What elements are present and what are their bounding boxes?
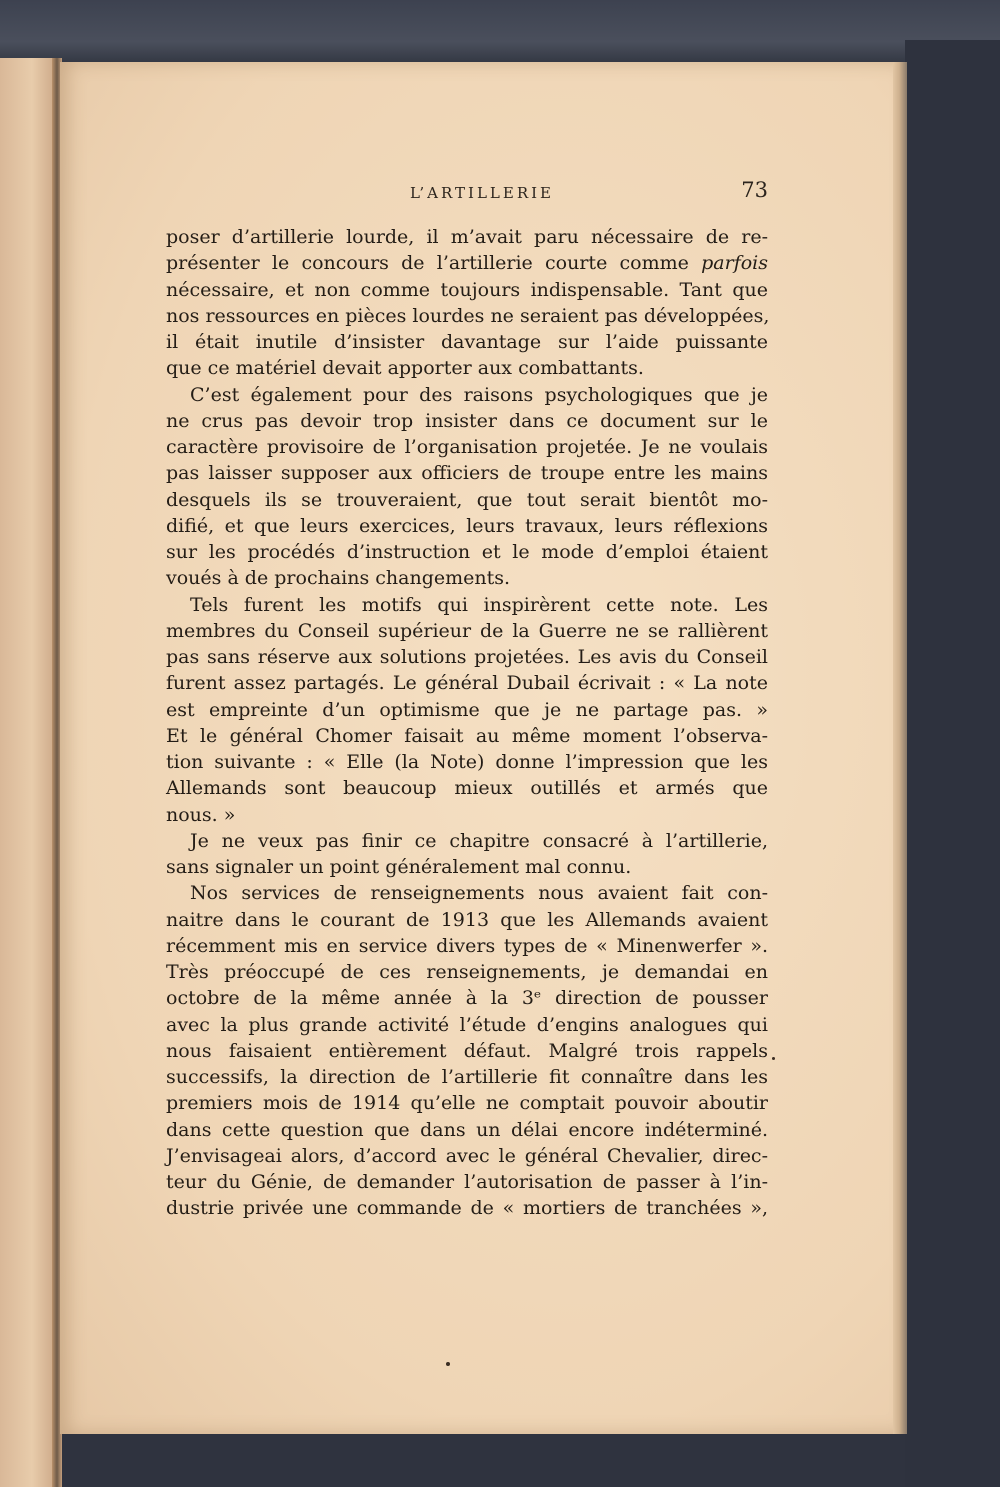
- text-line-before-italic: présenter le concours de l’artillerie courte comme: [166, 252, 702, 275]
- text-line: octobre de la même année à la 3ᵉ direction de pousser: [166, 987, 768, 1010]
- text-line: dans cette question que dans un délai encore indéterminé.: [166, 1118, 768, 1141]
- text-line: est empreinte d’un optimisme que je ne partage pas. »: [166, 698, 768, 721]
- book-cover-top: [0, 0, 1000, 70]
- text-line: successifs, la direction de l’artillerie fit connaître dans les: [166, 1066, 768, 1088]
- text-line: poser d’artillerie lourde, il m’avait paru nécessaire de re-: [166, 226, 768, 248]
- text-line: caractère provisoire de l’organisation projetée. Je ne voulais: [166, 436, 768, 458]
- page-fore-edge: [893, 62, 907, 1434]
- text-line: il était inutile d’insister davantage sur l’aide puissante: [166, 331, 768, 353]
- text-line: Nos services de renseignements nous avaient fait con-: [190, 882, 768, 905]
- text-line: Tels furent les motifs qui inspirèrent cette note. Les: [190, 593, 768, 616]
- body-text: [166, 224, 768, 1222]
- text-line: nous faisaient entièrement défaut. Malgré trois rappels: [166, 1039, 768, 1062]
- text-line: nécessaire, et non comme toujours indispensable. Tant que: [166, 278, 768, 301]
- text-line: pas laisser supposer aux officiers de troupe entre les mains: [166, 462, 768, 485]
- text-line: récemment mis en service divers types de « Minenwerfer ».: [166, 934, 768, 957]
- text-line: pas sans réserve aux solutions projetées. Les avis du Conseil: [166, 646, 768, 668]
- text-line: nos ressources en pièces lourdes ne seraient pas développées,: [166, 304, 770, 327]
- text-line: Allemands sont beaucoup mieux outillés et armés que: [166, 777, 768, 800]
- page-header: [166, 178, 768, 212]
- text-line: naitre dans le courant de 1913 que les Allemands avaient: [166, 908, 768, 931]
- text-line: sans signaler un point généralement mal connu.: [166, 856, 632, 878]
- paper-speck: [446, 1362, 450, 1366]
- text-line: tion suivante : « Elle (la Note) donne l’impression que les: [166, 751, 768, 773]
- text-line: premiers mois de 1914 qu’elle ne comptait pouvoir aboutir: [166, 1092, 768, 1115]
- text-line: que ce matériel devait apporter aux combattants.: [166, 357, 644, 380]
- text-line: nous. »: [166, 803, 236, 826]
- facing-page-edge: [0, 58, 58, 1487]
- paper-speck: [772, 1057, 775, 1060]
- text-line: furent assez partagés. Le général Dubail écrivait : « La note: [166, 672, 768, 695]
- text-line: membres du Conseil supérieur de la Guerre ne se rallièrent: [166, 619, 768, 642]
- text-line: Très préoccupé de ces renseignements, je demandai en: [166, 961, 768, 983]
- text-line: dustrie privée une commande de « mortiers de tranchées »,: [166, 1197, 768, 1220]
- text-line: Je ne veux pas finir ce chapitre consacré à l’artillerie,: [190, 829, 768, 852]
- text-line: sur les procédés d’instruction et le mode d’emploi étaient: [166, 541, 768, 563]
- text-line: difié, et que leurs exercices, leurs travaux, leurs réflexions: [166, 514, 768, 537]
- text-line: teur du Génie, de demander l’autorisation de passer à l’in-: [166, 1171, 768, 1193]
- text-line: desquels ils se trouveraient, que tout serait bientôt mo-: [166, 488, 768, 511]
- italic-word-parfois: parfois: [701, 252, 768, 275]
- text-line: avec la plus grande activité l’étude d’engins analogues qui: [166, 1013, 768, 1036]
- text-line: ne crus pas devoir trop insister dans ce document sur le: [166, 409, 768, 432]
- book-cover-right: [905, 40, 1000, 1487]
- text-line: voués à de prochains changements.: [166, 567, 511, 590]
- text-line: J’envisageai alors, d’accord avec le général Chevalier, direc-: [166, 1144, 768, 1167]
- running-title: L’ARTILLERIE: [410, 184, 554, 202]
- page-number: 73: [741, 178, 768, 202]
- text-line: C’est également pour des raisons psychologiques que je: [190, 383, 768, 406]
- text-line: Et le général Chomer faisait au même moment l’observa-: [166, 724, 768, 747]
- text-line: [166, 250, 768, 276]
